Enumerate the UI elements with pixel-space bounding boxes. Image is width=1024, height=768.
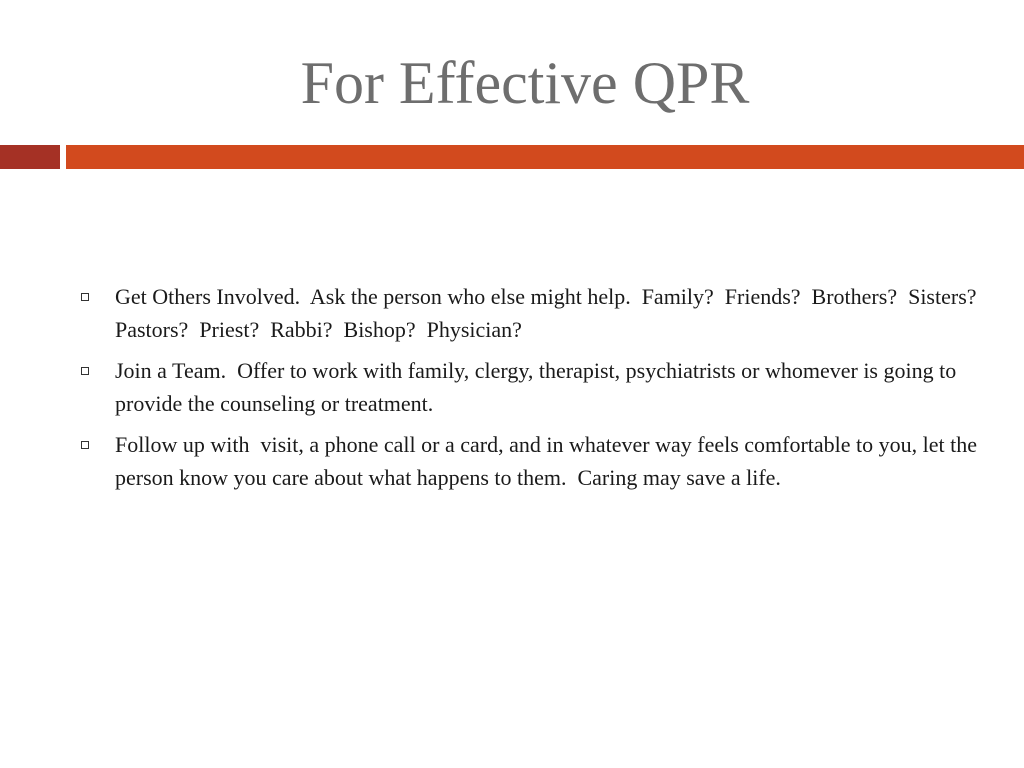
list-item: [78, 354, 978, 420]
square-bullet-icon: [81, 367, 89, 375]
list-item: [78, 280, 988, 346]
title-rule-bar: [66, 145, 1024, 169]
bullet-text: Get Others Involved. Ask the person who else might help. Family? Friends? Brothers? Sisters? Pastors? Priest? Rabbi? Bishop? Physician?: [115, 284, 988, 342]
square-bullet-icon: [81, 293, 89, 301]
title-rule-left-block: [0, 145, 60, 169]
bullet-text: Join a Team. Offer to work with family, clergy, therapist, psychiatrists or whomever is going to provide the counseling or treatment.: [115, 358, 962, 416]
list-item: [78, 428, 983, 494]
bullet-text: Follow up with visit, a phone call or a card, and in whatever way feels comfortable to you, let the person know you care about what happens to them. Caring may save a life.: [115, 432, 983, 490]
slide-title: For Effective QPR: [300, 50, 750, 116]
square-bullet-icon: [81, 441, 89, 449]
bullet-list: [78, 280, 988, 502]
